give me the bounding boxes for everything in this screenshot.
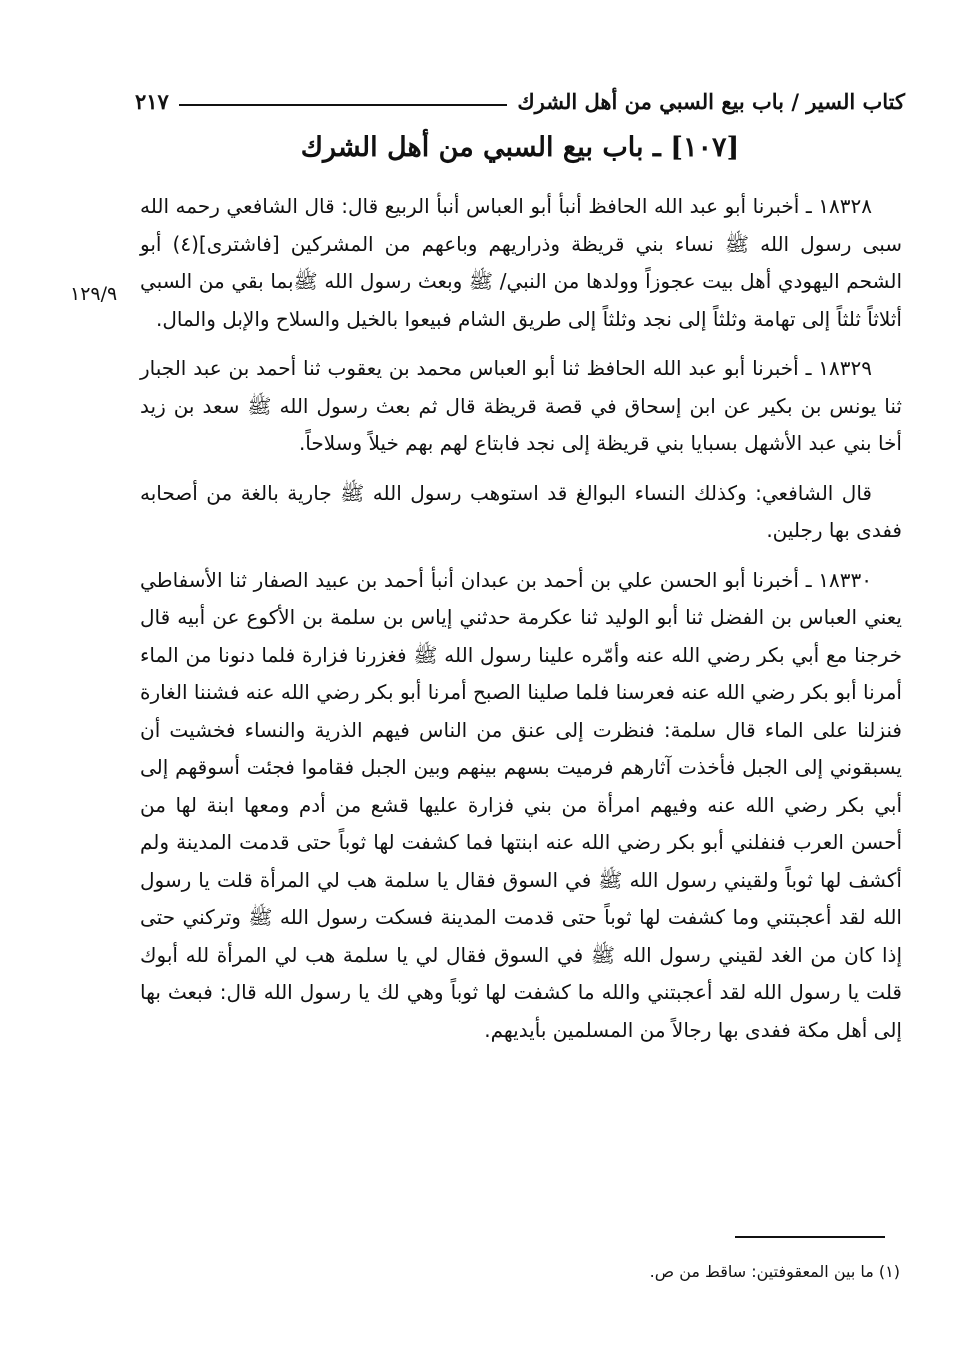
paragraph-18330: ١٨٣٣٠ ـ أخبرنا أبو الحسن علي بن أحمد بن عبدان أنبأ أحمد بن عبيد الصفار ثنا الأسفاطي يعني العباس بن الفضل ثنا أبو الوليد ثنا عكرمة حدثني إياس بن سلمة بن الأكوع عن أبيه قال خرجنا مع أبي بكر رضي الله عنه وأمّره علينا رسول الله ﷺ فغزرنا فزارة فلما دنونا من الماء أمرنا أبو بكر رضي الله عنه فعرسنا فلما صلينا الصبح أمرنا أبو بكر رضي الله عنه فشننا الغارة فنزلنا على الماء قال سلمة: فنظرت إلى عنق من الناس فيهم الذرية والنساء فخشيت أن يسبقوني إلى الجبل فأخذت آثارهم فرميت بسهم بينهم وبين الجبل فقاموا فجئت أسوقهم إلى أبي بكر رضي الله عنه وفيهم امرأة من بني فزارة عليها قشع من أدم ومعها ابنة لها من أحسن العرب فنفلني أبو بكر رضي الله عنه ابنتها فما كشفت لها ثوباً حتى قدمت المدينة ولم أكشف لها ثوباً ولقيني رسول الله ﷺ في السوق فقال يا سلمة هب لي المرأة قلت يا رسول الله لقد أعجبتني وما كشفت لها ثوباً حتى قدمت المدينة فسكت رسول الله ﷺ وتركني حتى إذا كان من الغد لقيني رسول الله ﷺ في السوق فقال لي يا سلمة هب لي المرأة لله أبوك قلت يا رسول الله لقد أعجبتني والله ما كشفت لها ثوباً وهي لك يا رسول الله قال: فبعث بها إلى أهل مكة ففدى بها رجالاً من المسلمين بأيديهم. — [140, 567, 902, 1042]
paragraph-shafii-comment: قال الشافعي: وكذلك النساء البوالغ قد استوهب رسول الله ﷺ جارية بالغة من أصحابه ففدى بها رجلين. — [140, 480, 902, 542]
running-header-title: كتاب السير / باب بيع السبي من أهل الشرك — [517, 89, 905, 114]
running-header — [135, 78, 905, 118]
paragraph-18328: ١٨٣٢٨ ـ أخبرنا أبو عبد الله الحافظ أنبأ أبو العباس أنبأ الربيع قال: قال الشافعي رحمه الله سبى رسول الله ﷺ نساء بني قريظة وذراريهم وباعهم من المشركين [فاشترى](٤) أبو الشحم اليهودي أهل بيت عجوزاً وولدها من النبي/ ﷺ وبعث رسول الله ﷺبما بقي من السبي أثلاثاً ثلثاً إلى تهامة وثلثاً إلى نجد وثلثاً إلى طريق الشام فبيعوا بالخيل والسلاح والإبل والمال. — [140, 194, 902, 331]
footnote: (١) ما بين المعقوفتين: ساقط من ص. — [649, 1262, 900, 1281]
page-number: ٢١٧ — [135, 89, 169, 114]
body-text — [140, 188, 902, 1061]
margin-volume-reference: ١٢٩/٩ — [70, 283, 118, 305]
paragraph-18329: ١٨٣٢٩ ـ أخبرنا أبو عبد الله الحافظ ثنا أبو العباس محمد بن يعقوب ثنا أحمد بن عبد الجبار ثنا يونس بن بكير عن ابن إسحاق في قصة قريظة قال ثم بعث رسول الله ﷺ سعد بن زيد أخا بني عبد الأشهل بسبايا بني قريظة إلى نجد فابتاع لهم بهم خيلاً وسلاحاً. — [140, 356, 902, 455]
footnote-separator — [735, 1236, 885, 1238]
header-rule — [179, 104, 508, 106]
chapter-title: [١٠٧] ـ باب بيع السبي من أهل الشرك — [300, 132, 740, 163]
